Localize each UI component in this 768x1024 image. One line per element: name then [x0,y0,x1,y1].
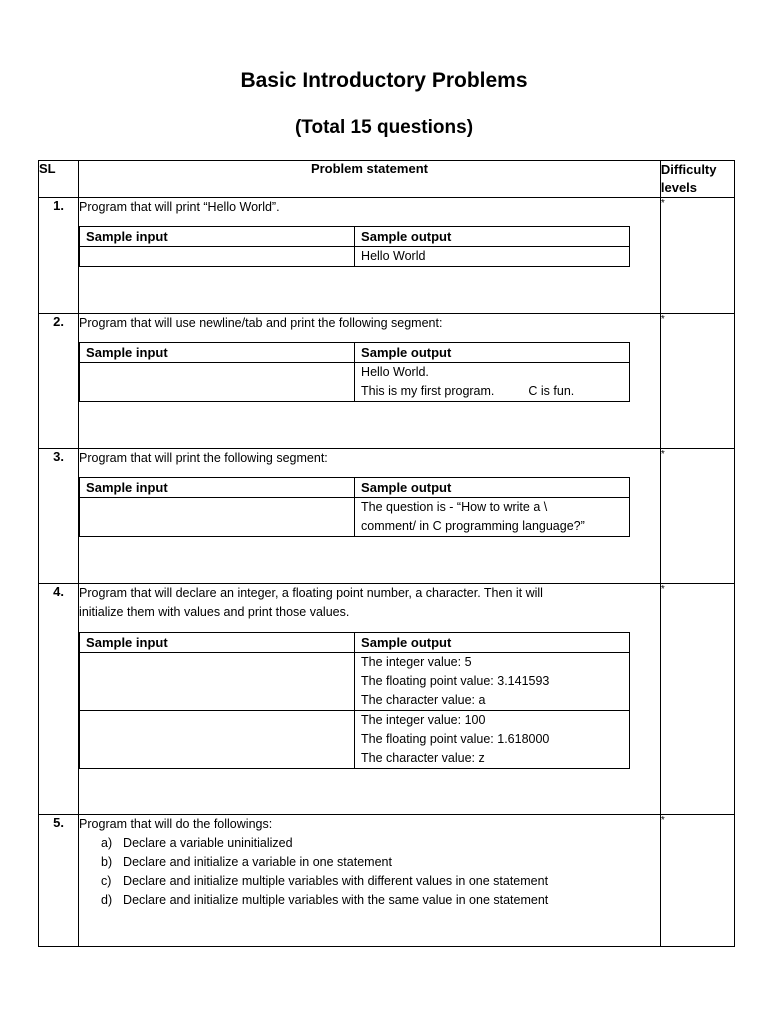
list-item [101,853,660,872]
sample-output-line: Hello World. [361,365,429,379]
list-item [101,891,660,910]
sample-output-segment: C is fun. [528,384,575,398]
problem-statement-cell [79,314,661,449]
sample-input-header: Sample input [80,227,355,247]
sample-table [79,632,630,769]
sample-input-header: Sample input [80,478,355,498]
sample-input [80,247,355,267]
sample-output-segment: This is my first program. [361,384,495,398]
page-subtitle: (Total 15 questions) [294,117,474,138]
sample-input [80,711,355,769]
sample-output-line: comment/ in C programming language?” [361,519,585,533]
problem-statement-cell [79,815,661,947]
sample-input-header: Sample input [80,633,355,653]
sample-output-line: The character value: a [361,693,486,707]
table-row [39,449,735,584]
sample-output [355,363,630,402]
sample-output-header: Sample output [355,343,630,363]
problem-statement-line: Program that will declare an integer, a floating point number, a character. Then it will [79,586,543,600]
problem-statement-cell [79,449,661,584]
sample-output: Hello World [355,247,630,267]
problem-number: 1. [39,198,79,314]
list-marker: a) [101,836,113,850]
table-row [39,314,735,449]
problem-statement-cell [79,584,661,815]
sl-header: SL [39,161,79,198]
list-item-text: Declare and initialize multiple variables with the same value in one statement [123,893,549,907]
page-title: Basic Introductory Problems [240,69,528,92]
problem-number: 5. [39,815,79,947]
problem-statement-line: initialize them with values and print those values. [79,605,350,619]
sample-output [355,653,630,711]
difficulty-level: * [660,815,734,947]
problem-statement [79,584,660,622]
sample-output-line: The question is - “How to write a \ [361,500,548,514]
problem-statement: Program that will use newline/tab and print the following segment: [79,316,443,330]
table-row [39,584,735,815]
subitem-list [79,834,660,910]
problems-table [38,160,735,947]
sample-output-line: The integer value: 5 [361,655,472,669]
sample-table [79,477,630,537]
sample-input [80,363,355,402]
sample-input [80,498,355,537]
problem-number: 3. [39,449,79,584]
sample-input [80,653,355,711]
sample-output-line: The floating point value: 1.618000 [361,732,550,746]
list-marker: b) [101,855,113,869]
table-header-row [39,161,735,198]
difficulty-level: * [660,584,734,815]
sample-output-header: Sample output [355,478,630,498]
difficulty-level: * [660,314,734,449]
difficulty-level: * [660,198,734,314]
sample-output-line [361,382,629,401]
difficulty-level: * [660,449,734,584]
problem-number: 2. [39,314,79,449]
sample-output-line: The integer value: 100 [361,713,486,727]
difficulty-header: Difficulty levels [660,161,734,198]
sample-output [355,498,630,537]
sample-output-header: Sample output [355,227,630,247]
sample-output-line: The character value: z [361,751,485,765]
problem-statement-cell [79,198,661,314]
problem-statement: Program that will print “Hello World”. [79,200,280,214]
sample-input-header: Sample input [80,343,355,363]
statement-header: Problem statement [79,161,661,198]
sample-output-line: The floating point value: 3.141593 [361,674,550,688]
list-item [101,834,660,853]
sample-output-header: Sample output [355,633,630,653]
sample-table [79,342,630,402]
list-item-text: Declare and initialize multiple variables with different values in one statement [123,874,549,888]
sample-output [355,711,630,769]
list-marker: c) [101,874,112,888]
sample-table [79,226,630,267]
table-row [39,198,735,314]
table-row [39,815,735,947]
list-item-text: Declare a variable uninitialized [123,836,293,850]
list-item-text: Declare and initialize a variable in one statement [123,855,392,869]
problem-statement: Program that will print the following segment: [79,451,328,465]
problem-statement: Program that will do the followings: [79,817,273,831]
list-item [101,872,660,891]
problem-number: 4. [39,584,79,815]
list-marker: d) [101,893,113,907]
